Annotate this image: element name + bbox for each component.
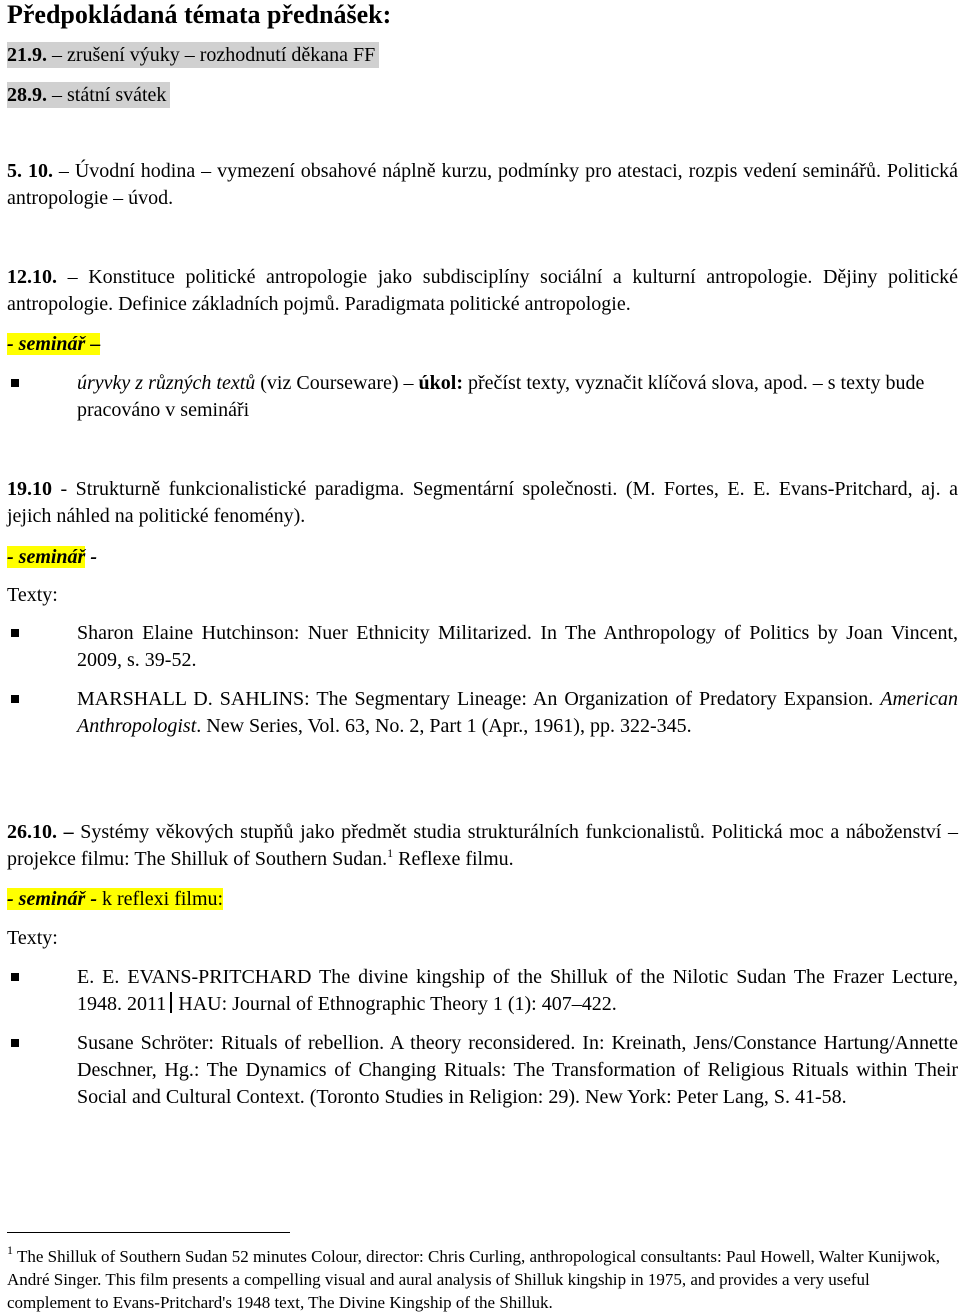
seminar-label: - seminář - k reflexi filmu: xyxy=(7,888,224,910)
session-date: 12.10. xyxy=(7,266,57,288)
session-12-10 xyxy=(7,264,958,318)
list-item-text: úryvky z různých textů (viz Courseware) – úkol: přečíst texty, vyznačit klíčová slova, apod. – s texty bude pracováno v semináři xyxy=(77,372,925,421)
list-item-text: Susane Schröter: Rituals of rebellion. A theory reconsidered. In: Kreinath, Jens/Constance Hartung/Annette Deschner, Hg.: The Dynamics of Changing Rituals: The Transformation of Religious Rituals within Their Social and Cultural Context. (Toronto Studies in Religion: 29). New York: Peter Lang, S. 41-58. xyxy=(77,1032,958,1108)
session-text: - Strukturně funkcionalistické paradigma. Segmentární společnosti. (M. Fortes, E. E. Evans-Pritchard, aj. a jejich náhled na politické fenomény). xyxy=(7,478,958,527)
cancelled-text: – státní svátek xyxy=(52,84,167,106)
footnote-text: The Shilluk of Southern Sudan 52 minutes Colour, director: Chris Curling, anthropological consultants: Paul Howell, Walter Kunijwok, André Singer. This film presents a compelling visual and aural analysis of Shilluk kingship in 1975, and provides a very useful complement to Evans-Pritchard's 1948 text, The Divine Kingship of the Shilluk. xyxy=(7,1247,941,1312)
texts-label-19-10: Texty: xyxy=(7,584,58,606)
session-date: 5. 10. xyxy=(7,160,53,182)
footnote-number: 1 xyxy=(7,1243,13,1257)
seminar-label-12-10 xyxy=(7,331,958,358)
cancelled-text: – zrušení výuky – rozhodnutí děkana FF xyxy=(52,44,376,66)
cancelled-line-2 xyxy=(7,82,170,108)
session-text: – Konstituce politické antropologie jako subdisciplíny sociální a kulturní antropologie. Dějiny politické antropologie. Definice základních pojmů. Paradigmata politické antropologie. xyxy=(7,266,958,315)
texts-label-26-10: Texty: xyxy=(7,927,58,949)
seminar-label: - seminář xyxy=(7,546,86,568)
session-26-10: 26.10. – Systémy věkových stupňů jako předmět studia strukturálních funkcionalistů. Politická moc a náboženství – projekce filmu: The Shilluk of Southern Sudan.$^1$ Reflexe filmu. xyxy=(7,821,958,870)
list-item-text: MARSHALL D. SAHLINS: The Segmentary Lineage: An Organization of Predatory Expansion. American Anthropologist. New Series, Vol. 63, No. 2, Part 1 (Apr., 1961), pp. 322-345. xyxy=(77,688,958,737)
footnote-separator xyxy=(7,1232,290,1233)
session-19-10 xyxy=(7,476,958,530)
session-date: 26.10. xyxy=(7,821,57,843)
session-text: Systémy věkových stupňů jako předmět studia strukturálních funkcionalistů. Politická moc a náboženství – projekce filmu: The Shilluk of Southern Sudan. xyxy=(7,821,958,870)
page-title: Předpokládaná témata přednášek: xyxy=(7,0,392,29)
list-item-text: Sharon Elaine Hutchinson: Nuer Ethnicity Militarized. In The Anthropology of Politics by Joan Vincent, 2009, s. 39-52. xyxy=(77,622,958,671)
bullet-square-icon xyxy=(11,973,19,981)
cancelled-date: 21.9. xyxy=(7,44,47,66)
cancelled-line-1 xyxy=(7,42,379,68)
cancelled-date: 28.9. xyxy=(7,84,47,106)
footnote xyxy=(7,1245,947,1314)
bullet-square-icon xyxy=(11,379,19,387)
bullet-square-icon xyxy=(11,629,19,637)
list-item-text: E. E. EVANS-PRITCHARD The divine kingship of the Shilluk of the Nilotic Sudan The Frazer Lecture, 1948. 2011 HAU: Journal of Ethnographic Theory 1 (1): 407–422. xyxy=(77,966,958,1015)
session-text: – Úvodní hodina – vymezení obsahové náplně kurzu, podmínky pro atestaci, rozpis vedení seminářů. Politická antropologie – úvod. xyxy=(7,160,959,209)
bullet-square-icon xyxy=(11,1039,19,1047)
seminar-label-26-10 xyxy=(7,886,958,913)
footnote-ref[interactable]: 1 xyxy=(387,846,394,860)
bullet-square-icon xyxy=(11,695,19,703)
session-date: 19.10 xyxy=(7,478,52,500)
session-5-10 xyxy=(7,158,958,212)
seminar-label-19-10: - seminář - xyxy=(7,546,98,568)
seminar-label: - seminář – xyxy=(7,333,101,355)
separator-bar-icon xyxy=(170,992,172,1013)
